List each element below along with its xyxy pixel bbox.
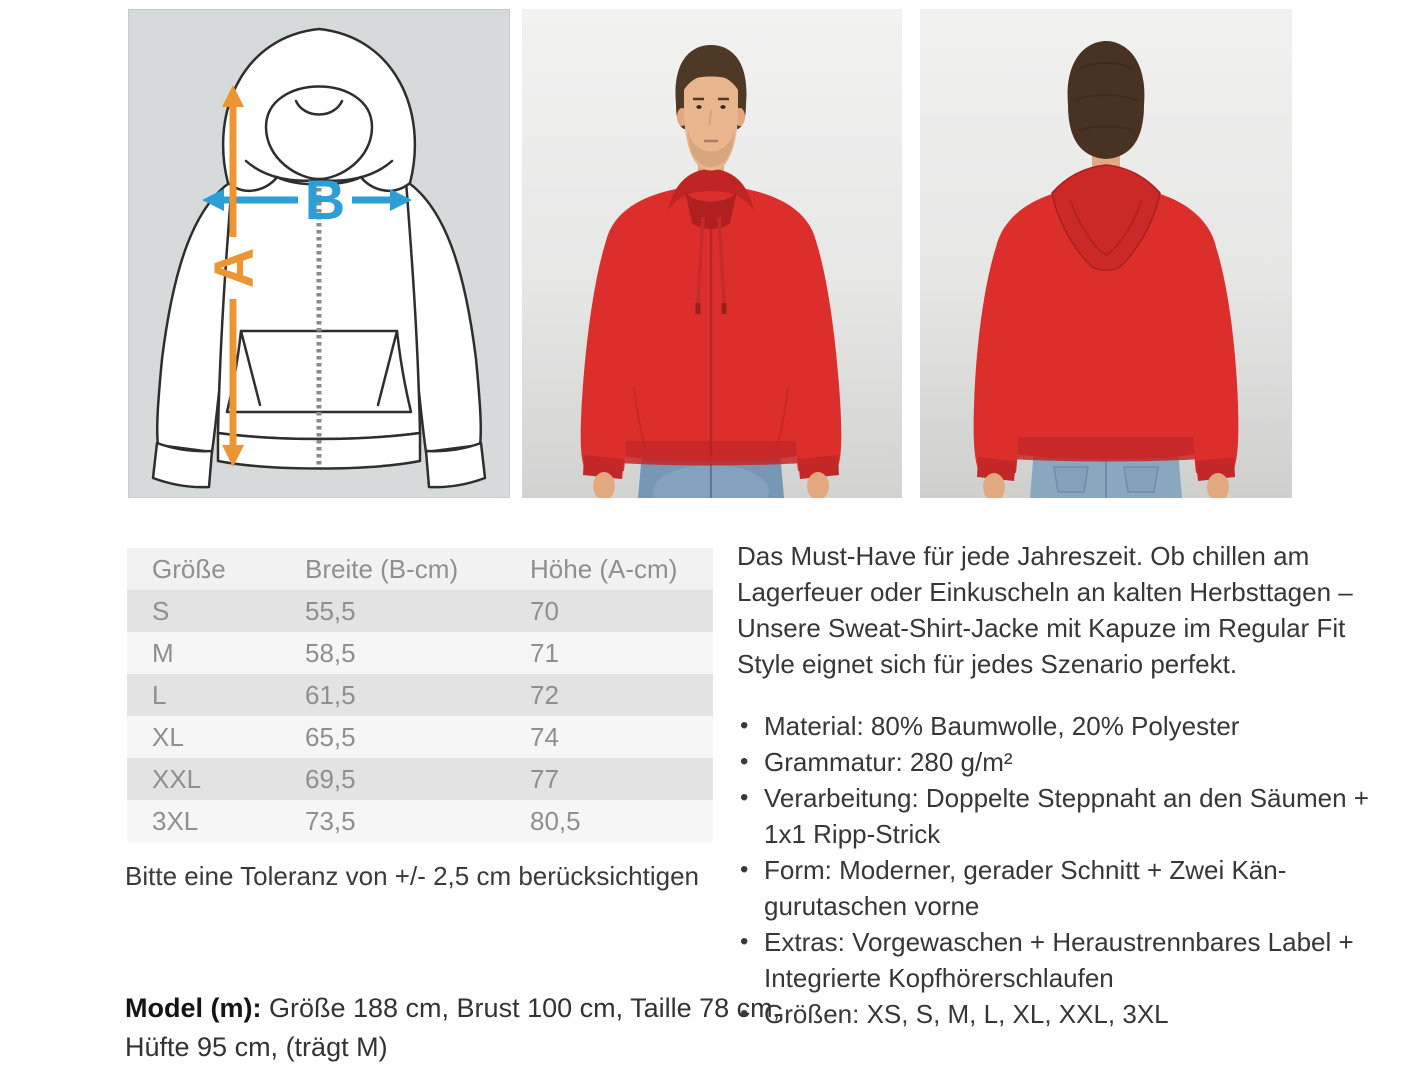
breite-cell: 58,5: [305, 637, 356, 668]
size-row: [127, 758, 713, 800]
hoodie-measure-diagram: [128, 9, 510, 498]
feature-item-verarbeitung: • Verarbeitung: Doppelte Steppnaht an den Säumen + 1x1 Ripp-Strick: [737, 780, 1397, 852]
product-description: [737, 538, 1397, 1032]
size-cell: L: [152, 679, 167, 710]
hoehe-cell: 77: [530, 763, 559, 794]
column-header-breite: Breite (B-cm): [305, 553, 459, 584]
column-header-groesse: Größe: [152, 553, 226, 584]
feature-item-grammatur: • Grammatur: 280 g/m²: [737, 744, 1397, 780]
measure-label-b: B: [304, 168, 346, 231]
description-intro: Das Must-Have für jede Jahreszeit. Ob chillen am Lagerfeuer oder Einkuscheln an kalten Herbsttagen – Unsere Sweat-Shirt-Jacke mit Kapuze im Regular Fit Style eignet sich für jedes Szenario perfekt.: [737, 541, 1353, 679]
feature-item-material: • Material: 80% Baumwolle, 20% Polyester: [737, 708, 1397, 744]
hoehe-cell: 72: [530, 679, 559, 710]
hoehe-cell: 70: [530, 595, 559, 626]
size-cell: 3XL: [152, 805, 199, 836]
feature-item-form: • Form: Moderner, gerader Schnitt + Zwei Kängurutaschen vorne: [737, 852, 1397, 924]
column-header-hoehe: Höhe (A-cm): [530, 553, 678, 584]
back-of-head: [1068, 41, 1145, 159]
size-row: [127, 800, 713, 842]
breite-cell: 73,5: [305, 805, 356, 836]
breite-cell: 55,5: [305, 595, 356, 626]
hoehe-cell: 80,5: [530, 805, 581, 836]
model-label: Model (m):: [125, 993, 262, 1023]
size-cell: S: [152, 595, 170, 626]
breite-cell: 65,5: [305, 721, 356, 752]
size-row: [127, 590, 713, 632]
front-photo-image: [522, 9, 902, 498]
hoehe-cell: 74: [530, 721, 559, 752]
size-row: [127, 674, 713, 716]
breite-cell: 69,5: [305, 763, 356, 794]
feature-item-extras: • Extras: Vorgewaschen + Heraustrennbares Label + Integrierte Kopfhörerschlaufen: [737, 924, 1397, 996]
size-cell: XL: [152, 721, 184, 752]
model-text: Größe 188 cm, Brust 100 cm, Taille 78 cm, Hüfte 95 cm, (trägt M): [125, 993, 781, 1062]
product-photo-front: [522, 9, 902, 498]
size-row: [127, 632, 713, 674]
back-photo-image: [920, 9, 1292, 498]
size-cell: M: [152, 637, 174, 668]
feature-item-groessen: • Größen: XS, S, M, L, XL, XXL, 3XL: [737, 996, 1397, 1032]
tolerance-note: Bitte eine Toleranz von +/- 2,5 cm berücksichtigen: [125, 861, 699, 891]
hoehe-cell: 71: [530, 637, 559, 668]
measure-label-a: A: [202, 247, 265, 289]
hoodie-front: [581, 189, 842, 479]
size-table: [127, 548, 713, 842]
product-photo-back: [920, 9, 1292, 498]
size-table-header-row: [127, 548, 713, 590]
breite-cell: 61,5: [305, 679, 356, 710]
feature-list: [737, 708, 1397, 1032]
size-cell: XXL: [152, 763, 202, 794]
size-row: [127, 716, 713, 758]
size-table-section: [127, 548, 713, 842]
size-diagram-panel: [128, 9, 510, 498]
model-info: [125, 989, 781, 1067]
